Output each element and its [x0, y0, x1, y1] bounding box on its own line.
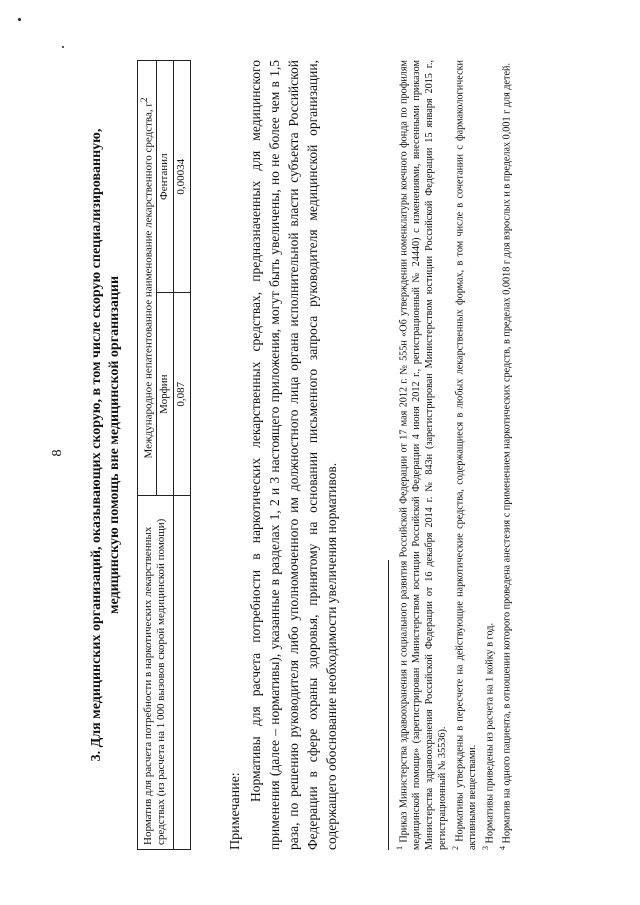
drug-morphine-cell: Морфин [156, 293, 173, 496]
inn-header-cell [138, 61, 157, 496]
footnote-3 [480, 60, 497, 850]
footnote-text: Норматив на одного пациента, в отношении которого проведена анестезия с применением наркотических средств, в пределах 0,0018 г для взрослых и в пределах 0,001 г для детей. [501, 62, 513, 844]
footnote-text: Нормативы утверждены в пересчете на действующие наркотические средства, содержащиеся в любых лекарственных формах, в том числе в сочетании с фармакологически активными веществами. [453, 59, 478, 850]
section-title: 3. Для медицинских организаций, оказывающих скорую, в том числе скорую специализированную, медицинскую помощь вне медицинской организации [89, 128, 122, 762]
footnote-2 [450, 60, 480, 850]
footnote-text: Приказ Министерства здравоохранения и социального развития Российской Федерации от 17 мая 2012 г. № 555н «Об утверждении номенклатуры коечного фонда по профилям медицинской помощи» (зарегистрирован Министерством юстиции Российской Федерации 4 июня 2012 г., регистрационный № 24440) с изменениями, внесенными приказом Министерства здравоохранения Российской Федерации от 16 декабря 2014 г. № 843н (зарегистрирован Министерством юстиции Российской Федерации 15 января 2015 г., регистрационный № 35536). [398, 59, 448, 850]
norm-label-cell: Норматив для расчета потребности в наркотических лекарственных средствах (из расчета на 1 000 вызовов скорой медицинской помощи) [138, 496, 174, 850]
footnote-4 [497, 60, 514, 850]
footnote-mark: 4 [497, 846, 507, 850]
value-morphine-cell: 0,087 [173, 293, 190, 496]
note-body: Нормативы для расчета потребности в наркотических лекарственных средствах, предназначенных для медицинского применения (далее – нормативы), указанные в разделах 1, 2 и 3 настоящего приложения, могут быть увеличены, но не более чем в 1,5 раза, по решению руководителя либо уполномоченного им должностного лица органа исполнительной власти субъекта Российской Федерации в сфере охраны здоровья, принятому на основании письменного запроса руководителя медицинской организации, содержащего обоснование необходимости увеличения нормативов. [248, 60, 339, 850]
drug-fentanyl-cell: Фентанил [156, 61, 173, 293]
footnote-text: Нормативы приведены из расчета на 1 койку в год. [483, 622, 495, 844]
inn-header-sup: 2 [139, 97, 149, 103]
footnote-mark: 3 [480, 846, 490, 850]
footnotes [394, 60, 514, 850]
inn-header-text: Международное непатентованное наименование лекарственного средства, г [142, 102, 155, 459]
footnote-divider [388, 560, 389, 850]
footnote-mark: 2 [450, 846, 460, 850]
note-heading: Примечание: [228, 772, 243, 850]
table-row [173, 61, 190, 850]
footnote-mark: 1 [395, 846, 404, 850]
page-number: 8 [50, 449, 65, 457]
norm-table [137, 60, 191, 850]
table-row [138, 61, 157, 850]
footnote-1 [394, 60, 450, 850]
value-fentanyl-cell: 0,00034 [173, 61, 190, 293]
empty-cell [173, 496, 190, 850]
